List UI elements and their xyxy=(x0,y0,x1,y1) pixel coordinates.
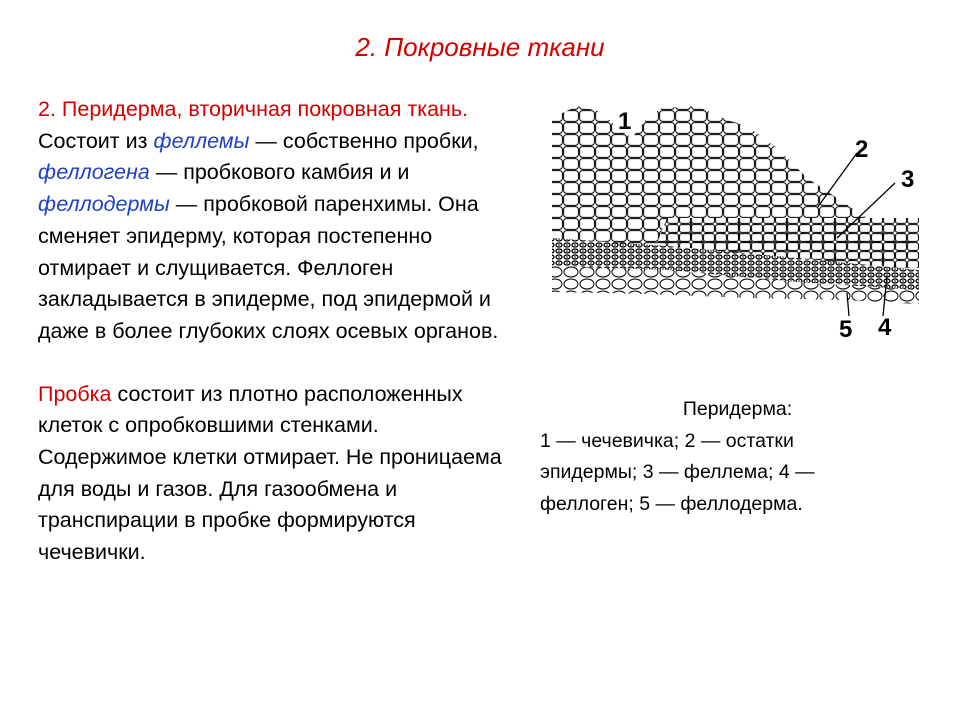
desc-part-2: — собственно пробки, xyxy=(249,128,479,153)
desc-part-3: — пробкового камбия и и xyxy=(149,160,410,185)
periderm-heading: 2. Перидерма, вторичная покровная ткань. xyxy=(38,97,469,121)
periderm-figure xyxy=(547,98,922,348)
term-phellogen: феллогена xyxy=(38,160,150,185)
figure-label-4: 4 xyxy=(878,314,892,341)
figure-caption xyxy=(540,394,935,521)
term-cork: Пробка xyxy=(38,381,112,406)
figure-label-2: 2 xyxy=(855,136,869,163)
caption-line-1: 1 — чечевичка; 2 — остатки xyxy=(540,429,794,452)
term-phelloderm: феллодермы xyxy=(38,192,170,217)
cork-text: состоит из плотно расположенных клеток с опробковшими стенками. Содержимое клетки отмирает. Не проницаема для воды и газов. Для газообмена и транспирации в пробке формируются чечевички. xyxy=(38,381,502,565)
figure-label-5: 5 xyxy=(839,316,853,343)
figure-label-1: 1 xyxy=(618,108,632,135)
term-phellem: феллемы xyxy=(153,128,250,153)
caption-line-2: эпидермы; 3 — феллема; 4 — xyxy=(540,461,815,484)
body-text xyxy=(38,94,508,569)
desc-part-1: Состоит из xyxy=(38,128,154,153)
caption-title: Перидерма: xyxy=(682,398,793,420)
desc-part-4: — пробковой паренхимы. Она сменяет эпидерму, которая постепенно отмирает и слущивается. Феллоген закладывается в эпидерме, под эпидермой и даже в более глубоких слоях осевых органов. xyxy=(38,192,499,343)
cork-description xyxy=(38,379,508,569)
periderm-description xyxy=(38,126,508,348)
figure-label-3: 3 xyxy=(901,166,915,193)
caption-line-3: феллоген; 5 — феллодерма. xyxy=(540,493,803,516)
slide-title: 2. Покровные ткани xyxy=(355,32,605,62)
